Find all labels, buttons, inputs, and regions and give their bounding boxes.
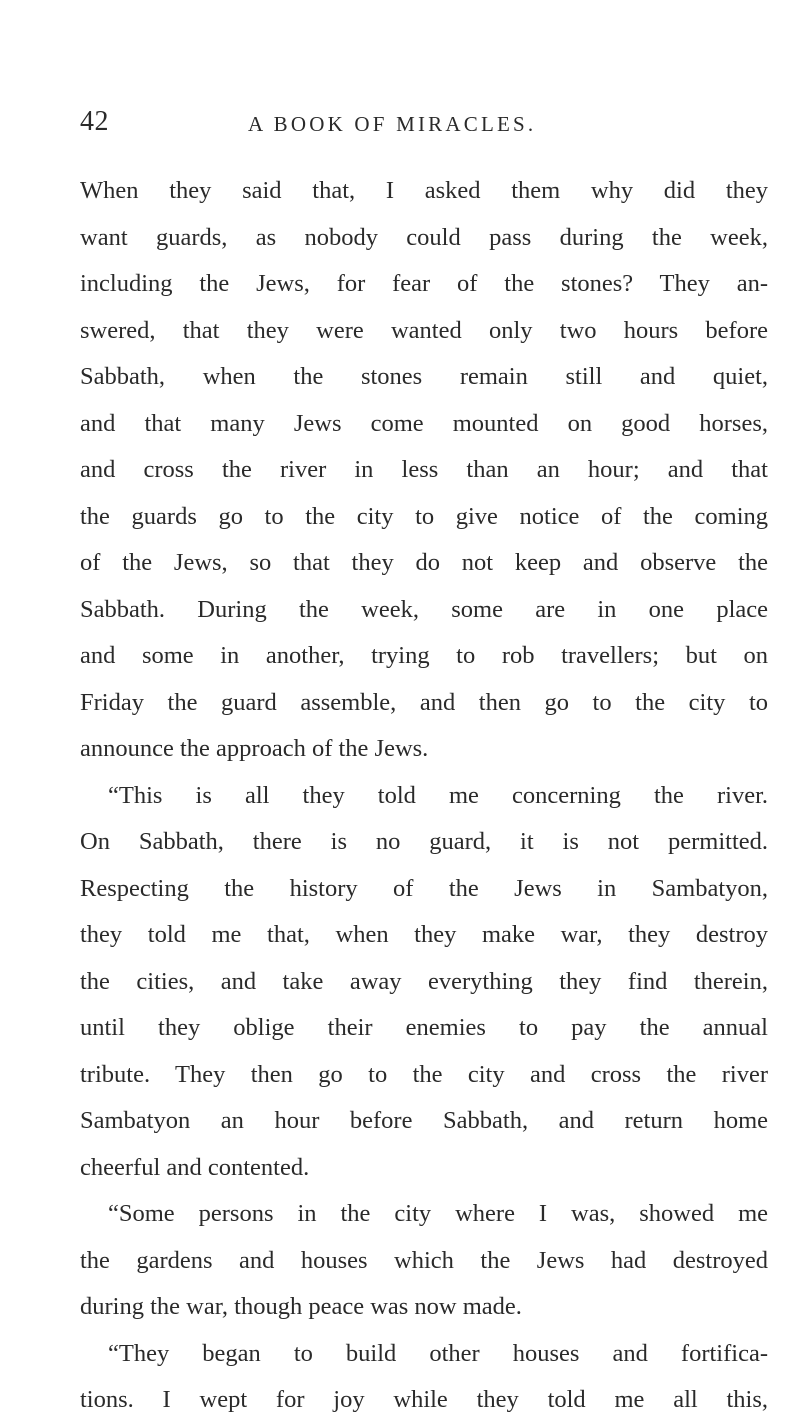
text-line: they told me that, when they make war, they destroy: [80, 921, 768, 948]
text-line: When they said that, I asked them why did they: [80, 177, 768, 204]
text-line: tribute. They then go to the city and cross the river: [80, 1060, 768, 1088]
text-line: Friday the guard assemble, and then go to the city to: [80, 688, 768, 716]
body-text: [80, 168, 768, 1424]
text-line: and some in another, trying to rob travellers; but on: [80, 642, 768, 669]
text-line: including the Jews, for fear of the stones? They an-: [80, 270, 768, 297]
text-line: the gardens and houses which the Jews had destroyed: [80, 1246, 768, 1274]
text-line: the cities, and take away everything they find therein,: [80, 967, 768, 995]
text-line: want guards, as nobody could pass during the week,: [80, 223, 768, 251]
text-line: the guards go to the city to give notice of the coming: [80, 502, 768, 530]
text-line: during the war, though peace was now made.: [80, 1293, 522, 1320]
running-title: A BOOK OF MIRACLES.: [248, 112, 537, 136]
text-line: Sabbath. During the week, some are in one place: [80, 595, 768, 623]
text-line: until they oblige their enemies to pay the annual: [80, 1014, 768, 1041]
text-line: cheerful and contented.: [80, 1153, 310, 1181]
text-line: Sabbath, when the stones remain still and quiet,: [80, 363, 768, 390]
text-line: and cross the river in less than an hour; and that: [80, 456, 768, 483]
text-line: “They began to build other houses and fortifica-: [108, 1339, 768, 1367]
text-line: swered, that they were wanted only two hours before: [80, 316, 768, 344]
page-header: [80, 106, 760, 152]
text-line: Respecting the history of the Jews in Sambatyon,: [80, 874, 768, 902]
text-line: Sambatyon an hour before Sabbath, and return home: [80, 1107, 768, 1134]
text-line: “Some persons in the city where I was, showed me: [108, 1200, 768, 1227]
text-line: and that many Jews come mounted on good horses,: [80, 409, 768, 437]
text-line: announce the approach of the Jews.: [80, 735, 429, 762]
text-line: of the Jews, so that they do not keep and observe the: [80, 549, 768, 576]
text-line: “This is all they told me concerning the river.: [108, 781, 768, 809]
text-line: On Sabbath, there is no guard, it is not permitted.: [80, 828, 768, 855]
page-number: 42: [80, 106, 109, 137]
text-line: tions. I wept for joy while they told me all this,: [80, 1386, 768, 1413]
